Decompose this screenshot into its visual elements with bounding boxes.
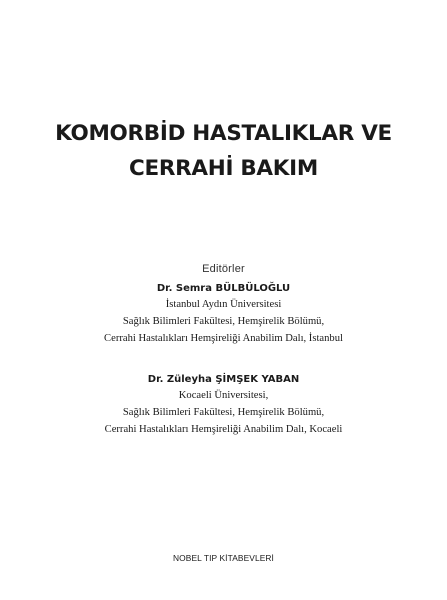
editor-1-affiliation-line-2: Sağlık Bilimleri Fakültesi, Hemşirelik Bölümü, — [122, 316, 325, 327]
publisher-name: NOBEL TIP KİTABEVLERİ — [173, 553, 274, 563]
editor-1-name: Dr. Semra BÜLBÜLOĞLU — [156, 283, 291, 294]
book-title-line-2: CERRAHİ BAKIM — [129, 156, 318, 181]
book-title-line-1: KOMORBİD HASTALIKLAR VE — [55, 121, 392, 146]
editor-1-affiliation-line-1: İstanbul Aydın Üniversitesi — [165, 299, 282, 310]
editors-label: Editörler — [202, 263, 245, 275]
editor-2-affiliation-line-2: Sağlık Bilimleri Fakültesi, Hemşirelik Bölümü, — [122, 407, 325, 418]
editor-1-affiliation-line-3: Cerrahi Hastalıkları Hemşireliği Anabilim Dalı, İstanbul — [104, 333, 343, 344]
editor-2-affiliation-line-1: Kocaeli Üniversitesi, — [178, 390, 269, 401]
editor-2-name: Dr. Züleyha ŞİMŞEK YABAN — [147, 374, 300, 385]
editor-2-affiliation-line-3: Cerrahi Hastalıkları Hemşireliği Anabilim Dalı, Kocaeli — [104, 424, 343, 435]
